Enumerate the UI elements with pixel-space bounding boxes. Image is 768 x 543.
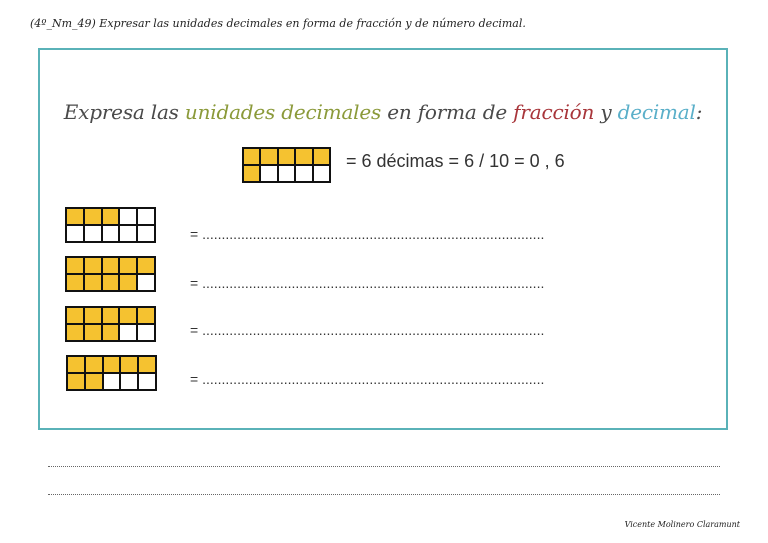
empty-tenth-cell [138, 226, 154, 241]
filled-tenth-cell [261, 149, 276, 164]
empty-tenth-cell [261, 166, 276, 181]
filled-tenth-cell [68, 357, 84, 372]
empty-tenth-cell [67, 226, 83, 241]
empty-tenth-cell [138, 275, 154, 290]
empty-tenth-cell [120, 226, 136, 241]
empty-tenth-cell [104, 374, 120, 389]
filled-tenth-cell [120, 275, 136, 290]
filled-tenth-cell [103, 325, 119, 340]
filled-tenth-cell [85, 258, 101, 273]
title-highlight-fraction: fracción [513, 100, 595, 124]
filled-tenth-cell [67, 209, 83, 224]
exercise-tenths-grid-2 [65, 256, 156, 292]
empty-tenth-cell [138, 325, 154, 340]
answer-line-2[interactable]: = ........................................................................................ [190, 275, 545, 291]
empty-tenth-cell [314, 166, 329, 181]
filled-tenth-cell [314, 149, 329, 164]
answer-line-3[interactable]: = ........................................................................................ [190, 322, 545, 338]
title-text: : [695, 100, 703, 124]
empty-tenth-cell [138, 209, 154, 224]
exercise-title [40, 100, 726, 124]
filled-tenth-cell [68, 374, 84, 389]
filled-tenth-cell [120, 258, 136, 273]
exercise-tenths-grid-1 [65, 207, 156, 243]
filled-tenth-cell [85, 308, 101, 323]
empty-tenth-cell [279, 166, 294, 181]
filled-tenth-cell [279, 149, 294, 164]
filled-tenth-cell [138, 258, 154, 273]
filled-tenth-cell [67, 325, 83, 340]
exercise-frame [38, 48, 728, 430]
filled-tenth-cell [103, 275, 119, 290]
empty-tenth-cell [103, 226, 119, 241]
filled-tenth-cell [120, 308, 136, 323]
answer-line-4[interactable]: = ........................................................................................ [190, 371, 545, 387]
empty-tenth-cell [120, 209, 136, 224]
empty-tenth-cell [139, 374, 155, 389]
empty-tenth-cell [120, 325, 136, 340]
worksheet-header: (4º_Nm_49) Expresar las unidades decimales en forma de fracción y de número decimal. [30, 17, 526, 30]
filled-tenth-cell [85, 209, 101, 224]
filled-tenth-cell [296, 149, 311, 164]
filled-tenth-cell [67, 275, 83, 290]
filled-tenth-cell [103, 209, 119, 224]
empty-tenth-cell [296, 166, 311, 181]
filled-tenth-cell [103, 308, 119, 323]
filled-tenth-cell [85, 325, 101, 340]
filled-tenth-cell [67, 308, 83, 323]
filled-tenth-cell [244, 149, 259, 164]
author-credit: Vicente Molinero Claramunt [624, 520, 740, 529]
filled-tenth-cell [67, 258, 83, 273]
empty-tenth-cell [85, 226, 101, 241]
empty-tenth-cell [121, 374, 137, 389]
title-highlight-decimal-units: unidades decimales [184, 100, 382, 124]
example-tenths-grid [242, 147, 331, 183]
title-text: y [594, 100, 618, 124]
example-equation: = 6 décimas = 6 / 10 = 0 , 6 [346, 151, 565, 171]
filled-tenth-cell [104, 357, 120, 372]
filled-tenth-cell [85, 275, 101, 290]
title-highlight-decimal: decimal [617, 100, 696, 124]
answer-line-1[interactable]: = ........................................................................................ [190, 226, 545, 242]
filled-tenth-cell [138, 308, 154, 323]
filled-tenth-cell [103, 258, 119, 273]
writing-line-2[interactable] [48, 494, 720, 495]
exercise-tenths-grid-4 [66, 355, 157, 391]
filled-tenth-cell [244, 166, 259, 181]
writing-line-1[interactable] [48, 466, 720, 467]
filled-tenth-cell [86, 357, 102, 372]
filled-tenth-cell [86, 374, 102, 389]
filled-tenth-cell [121, 357, 137, 372]
title-text: Expresa las [63, 100, 185, 124]
filled-tenth-cell [139, 357, 155, 372]
title-text: en forma de [381, 100, 514, 124]
exercise-tenths-grid-3 [65, 306, 156, 342]
